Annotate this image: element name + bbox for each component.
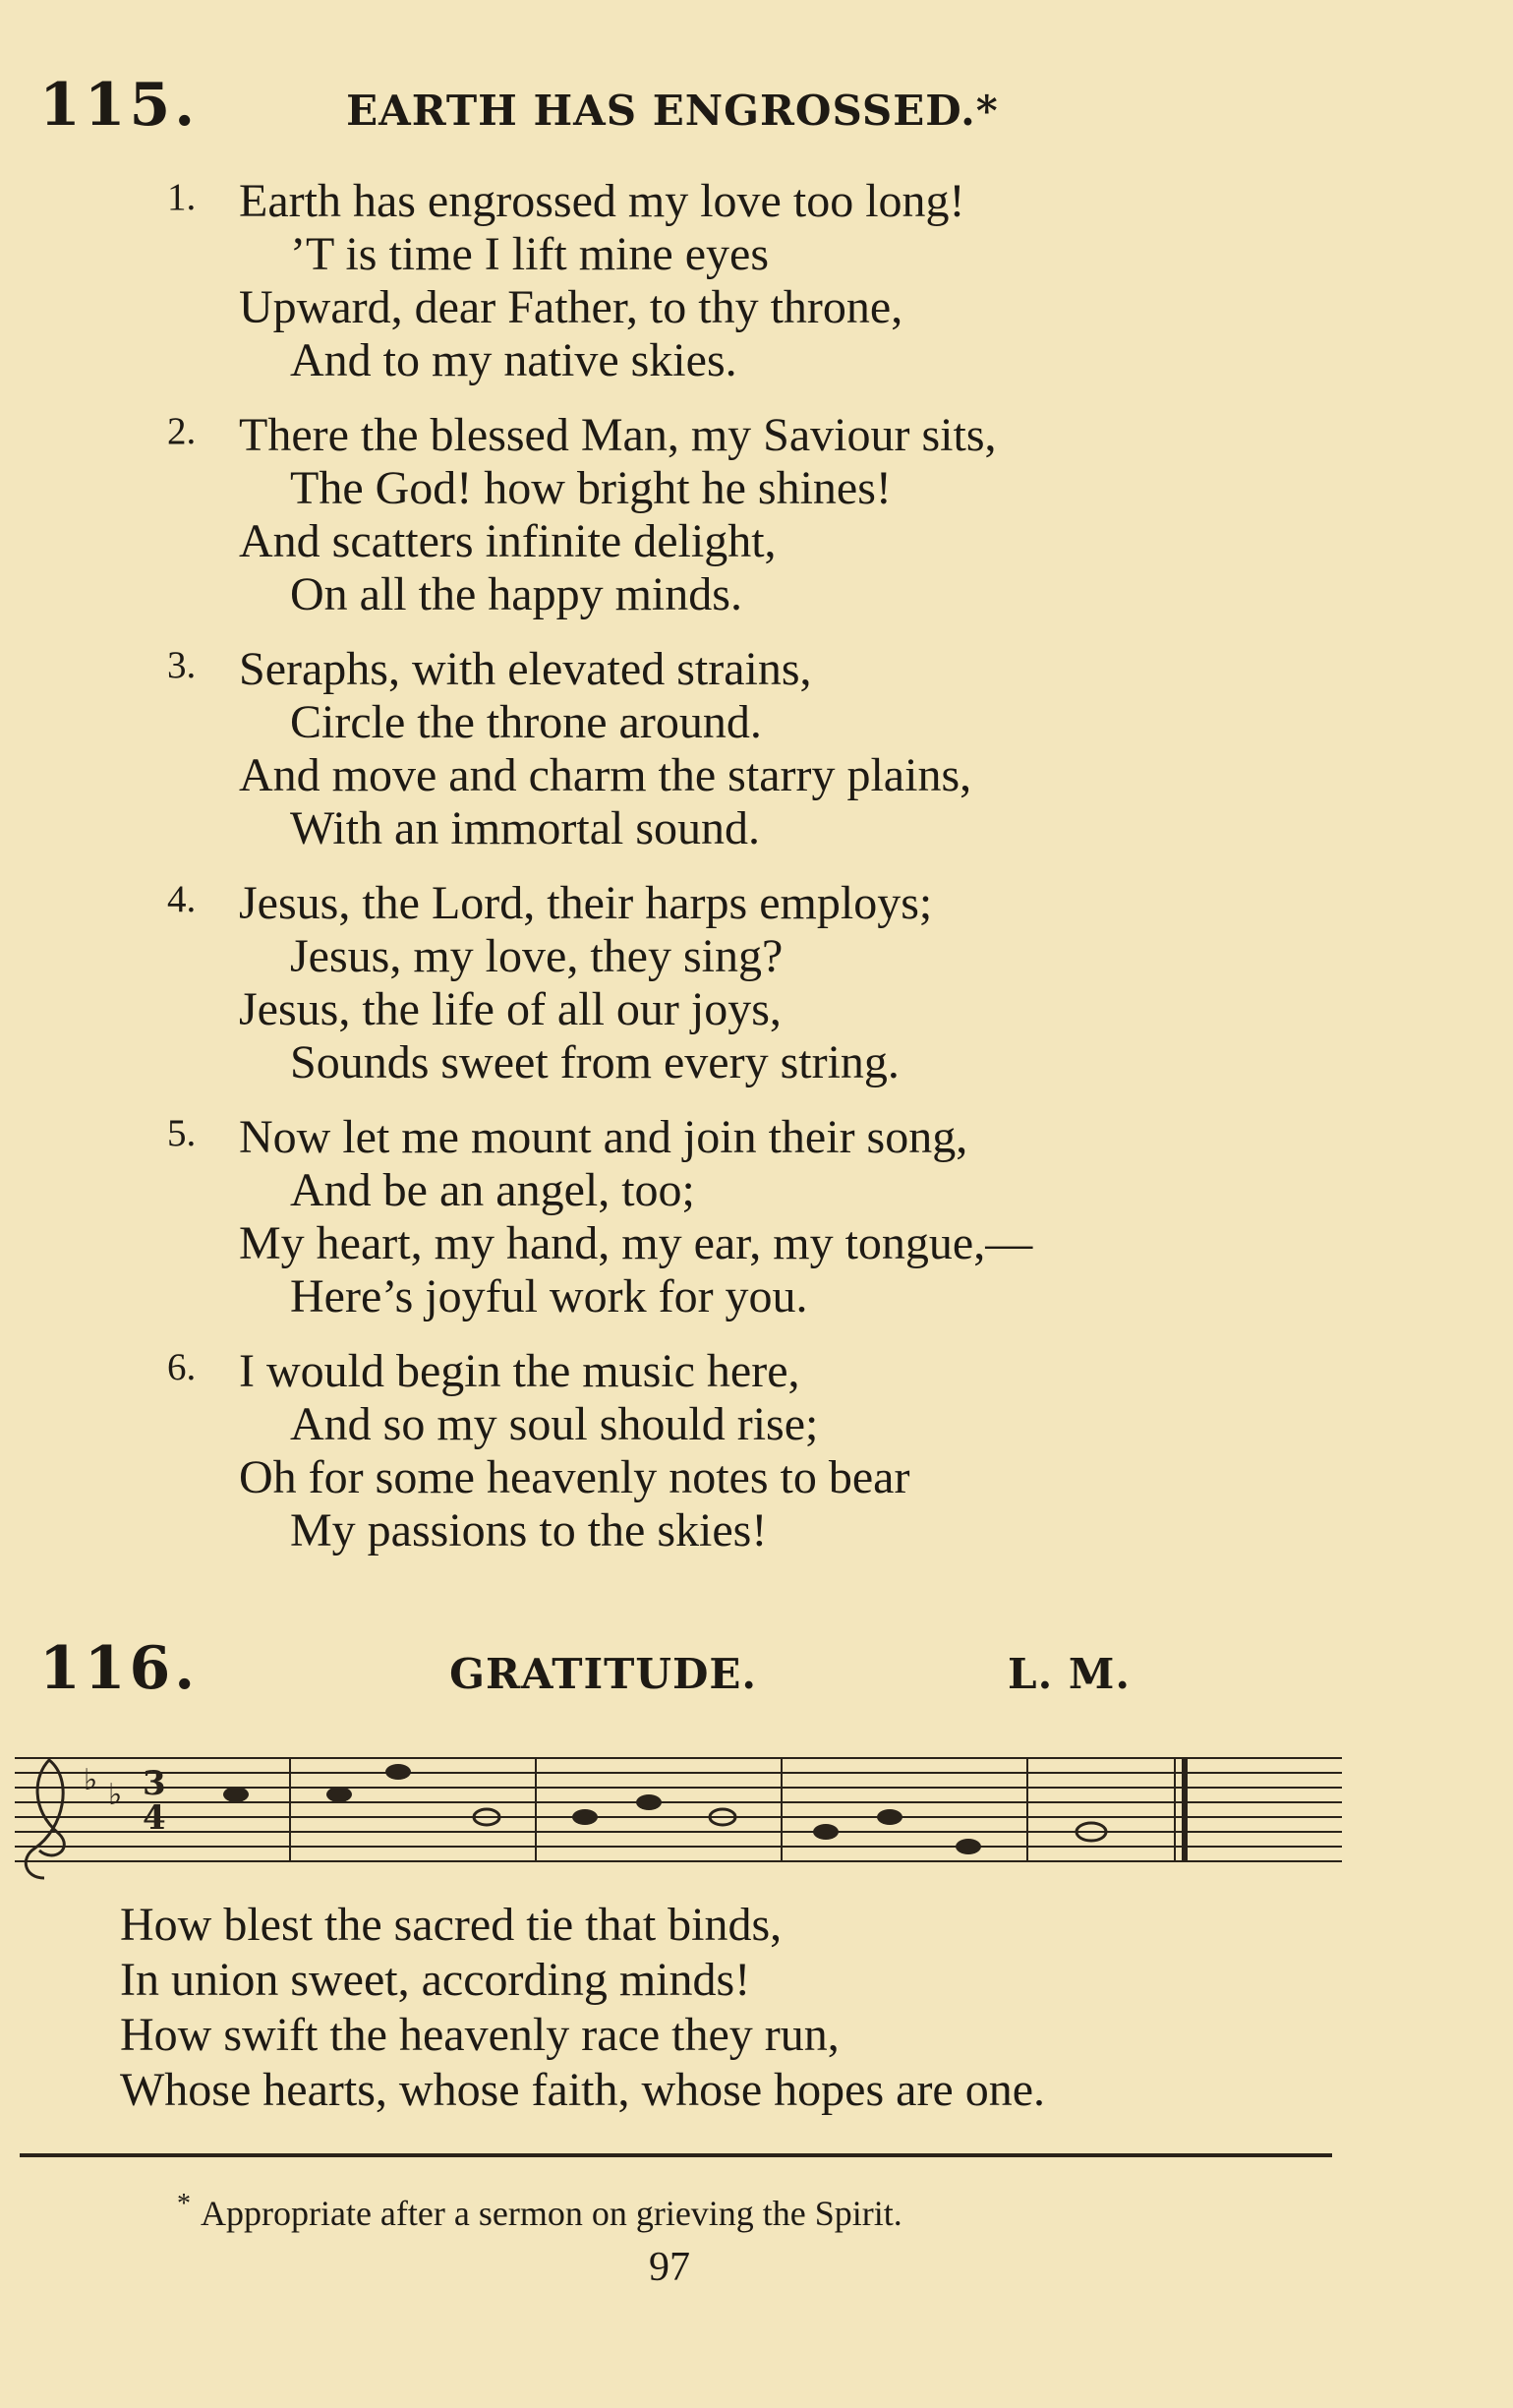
- footnote-mark: *: [177, 2189, 191, 2219]
- hymn-number: 115.: [39, 71, 200, 140]
- svg-text:4: 4: [143, 1798, 166, 1838]
- stanza: [0, 1111, 1513, 1323]
- verse-line: Earth has engrossed my love too long!: [239, 175, 965, 227]
- verse-line: How blest the sacred tie that binds,: [120, 1899, 783, 1951]
- svg-text:3: 3: [143, 1764, 166, 1803]
- verse-line: And move and charm the starry plains,: [239, 749, 972, 801]
- hymn-115-stanzas: [0, 175, 1513, 1579]
- hymn-meter: L. M.: [1008, 1650, 1131, 1698]
- verse-line: And scatters infinite delight,: [239, 515, 777, 567]
- verse-line: I would begin the music here,: [239, 1345, 800, 1397]
- verse-line: Circle the throne around.: [290, 696, 762, 748]
- verse-line: Jesus, my love, they sing?: [290, 930, 784, 982]
- stanza-number: 1.: [167, 176, 197, 218]
- verse-line: Here’s joyful work for you.: [290, 1270, 808, 1322]
- verse-line: The God! how bright he shines!: [290, 462, 892, 514]
- verse-line: My heart, my hand, my ear, my tongue,—: [239, 1217, 1033, 1269]
- svg-text:♭: ♭: [108, 1778, 123, 1812]
- stanza: [0, 877, 1513, 1089]
- verse-line: Sounds sweet from every string.: [290, 1036, 900, 1088]
- svg-text:♭: ♭: [84, 1763, 98, 1797]
- stanza-number: 3.: [167, 644, 197, 686]
- verse-line: Now let me mount and join their song,: [239, 1111, 968, 1163]
- footer-divider: [20, 2153, 1332, 2157]
- stanza-number: 2.: [167, 410, 197, 452]
- verse-line: With an immortal sound.: [290, 802, 761, 854]
- hymn-title: GRATITUDE.: [449, 1650, 758, 1698]
- footnote-text: Appropriate after a sermon on grieving the Spirit.: [201, 2194, 902, 2233]
- stanza: [0, 643, 1513, 855]
- hymn-number: 116.: [39, 1634, 200, 1703]
- music-staff: [15, 1740, 1342, 1888]
- verse-line: There the blessed Man, my Saviour sits,: [239, 409, 997, 461]
- stanza: [0, 175, 1513, 387]
- hymn-title: EARTH HAS ENGROSSED.*: [346, 87, 999, 135]
- verse-line: Upward, dear Father, to thy throne,: [239, 281, 903, 333]
- verse-line: Oh for some heavenly notes to bear: [239, 1451, 910, 1503]
- verse-line: Jesus, the life of all our joys,: [239, 983, 782, 1035]
- verse-line: Whose hearts, whose faith, whose hopes are one.: [120, 2064, 1046, 2116]
- stanza-number: 6.: [167, 1346, 197, 1388]
- verse-line: How swift the heavenly race they run,: [120, 2009, 840, 2061]
- stanza-number: 4.: [167, 878, 197, 920]
- verse-line: In union sweet, according minds!: [120, 1954, 751, 2006]
- verse-line: And to my native skies.: [290, 334, 737, 386]
- stanza: [0, 409, 1513, 621]
- verse-line: And be an angel, too;: [290, 1164, 695, 1216]
- verse-line: On all the happy minds.: [290, 568, 742, 620]
- hymn-116-header: [39, 1634, 1131, 1703]
- verse-line: My passions to the skies!: [290, 1504, 768, 1556]
- verse-line: Seraphs, with elevated strains,: [239, 643, 812, 695]
- footnote: [177, 2189, 902, 2234]
- hymn-115-header: [39, 71, 999, 140]
- verse-line: Jesus, the Lord, their harps employs;: [239, 877, 933, 929]
- verse-line: ’T is time I lift mine eyes: [290, 228, 770, 280]
- page-number: 97: [649, 2245, 690, 2290]
- verse-line: And so my soul should rise;: [290, 1398, 819, 1450]
- hymn-116-verse: [120, 1898, 1045, 2118]
- stanza-number: 5.: [167, 1112, 197, 1154]
- stanza: [0, 1345, 1513, 1557]
